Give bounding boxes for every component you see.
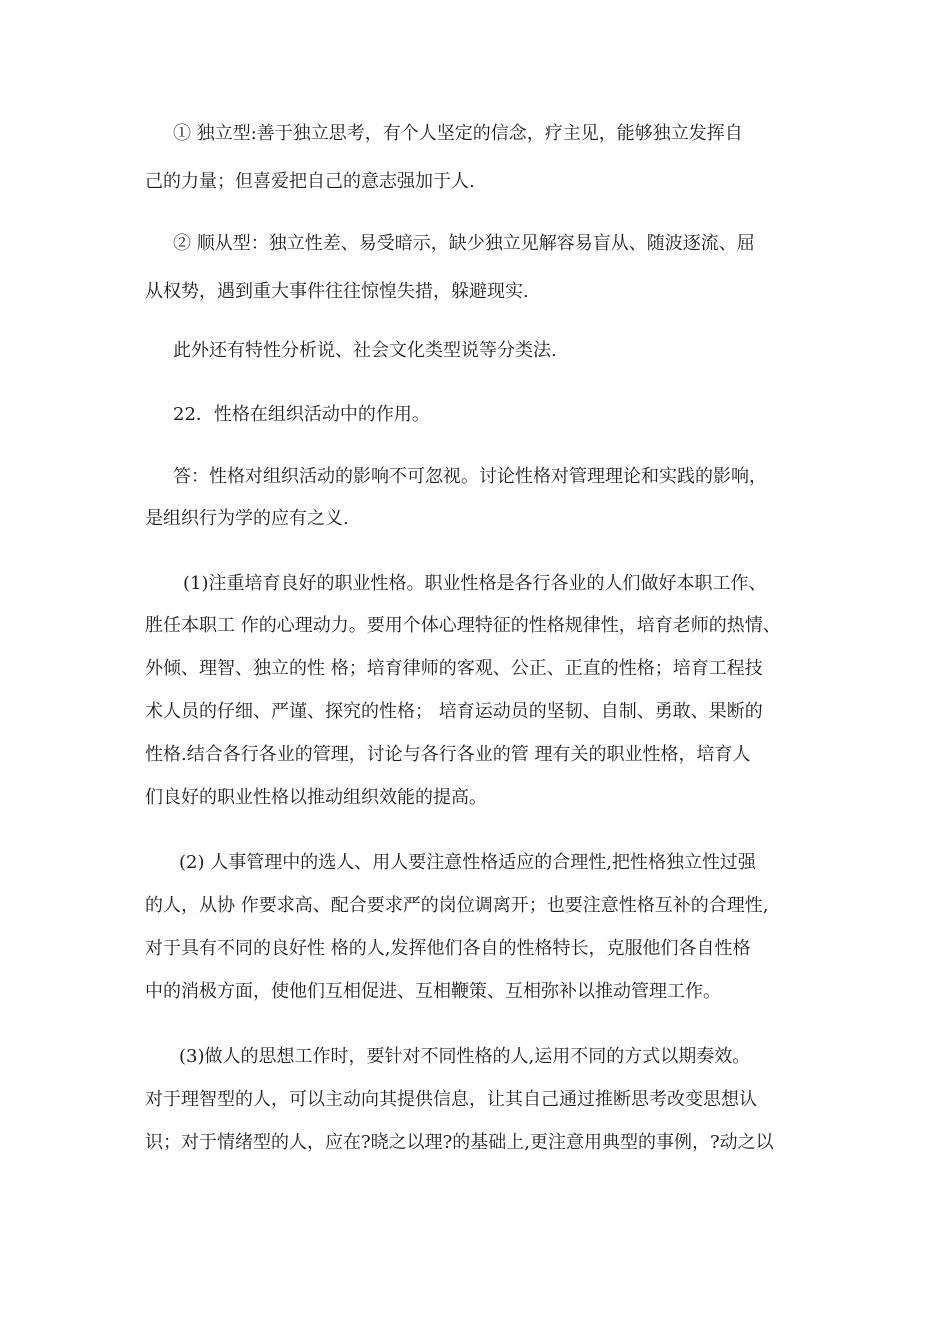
paragraph-line: ② 顺从型：独立性差、易受暗示，缺少独立见解容易盲从、随波逐流、屈 (173, 233, 755, 254)
paragraph-line: 术人员的仔细、严谨、探究的性格； 培育运动员的坚韧、自制、勇敢、果断的 (145, 701, 763, 722)
paragraph-line: 的人，从协 作要求高、配合要求严的岗位调离开；也要注意性格互补的合理性, (145, 895, 769, 916)
paragraph-line: (1)注重培育良好的职业性格。职业性格是各行各业的人们做好本职工作、 (183, 573, 767, 594)
paragraph-line: 胜任本职工 作的心理动力。要用个体心理特征的性格规律性，培育老师的热情、 (145, 615, 781, 636)
paragraph-line: 对于理智型的人，可以主动向其提供信息，让其自己通过推断思考改变思想认 (145, 1089, 757, 1110)
paragraph-line: 答：性格对组织活动的影响不可忽视。讨论性格对管理理论和实践的影响， (173, 466, 767, 487)
paragraph-line: 己的力量；但喜爱把自己的意志强加于人. (145, 171, 475, 192)
paragraph-line: 外倾、理智、独立的性 格；培育律师的客观、公正、正直的性格；培育工程技 (145, 658, 763, 679)
paragraph-line: 此外还有特性分析说、社会文化类型说等分类法. (173, 340, 557, 361)
paragraph-line: 对于具有不同的良好性 格的人,发挥他们各自的性格特长，克服他们各自性格 (145, 938, 751, 959)
paragraph-line: (3)做人的思想工作时，要针对不同性格的人,运用不同的方式以期奏效。 (179, 1046, 751, 1067)
paragraph-line: ① 独立型:善于独立思考，有个人坚定的信念，疗主见，能够独立发挥自 (173, 123, 743, 144)
paragraph-line: 们良好的职业性格以推动组织效能的提高。 (145, 787, 487, 808)
paragraph-line: (2) 人事管理中的选人、用人要注意性格适应的合理性,把性格独立性过强 (179, 852, 756, 873)
paragraph-line: 从权势，遇到重大事件往往惊惶失措，躲避现实. (145, 281, 529, 302)
paragraph-line: 是组织行为学的应有之义. (145, 508, 349, 529)
question-heading: 22．性格在组织活动中的作用。 (173, 404, 430, 425)
paragraph-line: 中的消极方面，使他们互相促进、互相鞭策、互相弥补以推动管理工作。 (145, 981, 721, 1002)
paragraph-line: 识；对于情绪型的人，应在?晓之以理?的基础上,更注意用典型的事例，?动之以 (145, 1132, 774, 1153)
paragraph-line: 性格.结合各行各业的管理，讨论与各行各业的管 理有关的职业性格，培育人 (145, 744, 751, 765)
